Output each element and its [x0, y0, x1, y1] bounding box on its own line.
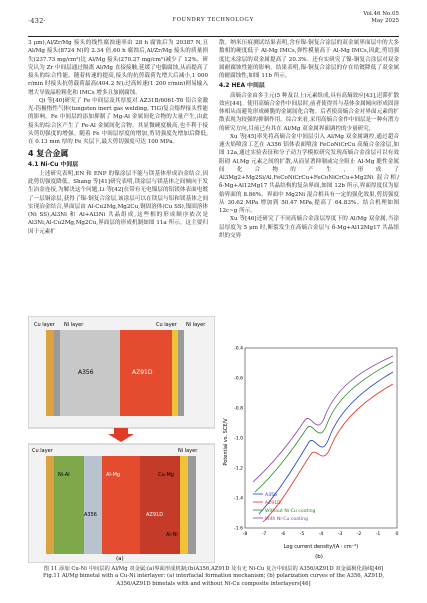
- x-tick-label: -7: [261, 532, 267, 537]
- x-tick-label: 0: [395, 532, 399, 537]
- label-al-ni: Al-Ni: [166, 532, 178, 538]
- journal-title: FOUNDRY TECHNOLOGY: [172, 17, 255, 23]
- label-a356: A356: [78, 369, 94, 376]
- caption-en-1: Fig.11 Al/Mg bimetal with a Cu-Ni interlayer: (a) interfacial formation mechanism; (b) polarization curves of the A356, AZ91D,: [42, 573, 385, 580]
- process-arrow: [108, 428, 134, 442]
- y-tick-label: -0.6: [234, 376, 243, 382]
- ni-layer-bottom: [188, 456, 196, 554]
- y-tick-label: -1.6: [234, 526, 243, 532]
- y-tick-label: -0.8: [234, 406, 243, 412]
- label-a356-b: A356: [84, 512, 97, 518]
- curve-with-ni-cu: [253, 356, 393, 482]
- section-heading: 4 复合金属: [28, 149, 69, 159]
- subfigure-label-b: (b): [315, 554, 323, 560]
- y-axis-label: Potential vs. SCE/V: [223, 418, 229, 466]
- subsection-heading: 4.1 Ni-Cu 中间层: [28, 161, 79, 168]
- label-cu-layer-right: Cu layer: [156, 322, 177, 328]
- ni-al-zone: [54, 456, 84, 554]
- label-az91d-b: AZ91D: [146, 512, 164, 518]
- legend-a356: A356: [265, 493, 277, 498]
- caption-zh: 图 11 添加 Cu-Ni 中间层的 Al/Mg 双金属:(a)界面形成机制;(b)A356,AZ91D 及有无 Ni-Cu 复合中间层的 A356/AZ91D 双金属极化曲线[46]: [43, 566, 384, 572]
- subfigure-label-a: (a): [116, 556, 124, 562]
- y-axis-ticks: [234, 346, 243, 532]
- figure-caption: [28, 566, 399, 588]
- label-al-mg: Al-Mg: [106, 472, 121, 478]
- issue-date: May 2025: [371, 18, 399, 24]
- volume-number: Vol.46 No.05: [363, 11, 399, 17]
- legend: [253, 492, 316, 522]
- x-tick-label: -3: [337, 532, 343, 537]
- x-tick-label: -2: [356, 532, 362, 537]
- cu-mg-zone: [180, 456, 188, 554]
- x-tick-label: -5: [299, 532, 305, 537]
- x-tick-label: -1: [375, 532, 381, 537]
- legend-without-coating: Without Ni-Cu coating: [265, 509, 316, 514]
- paragraph: Xu 等[45]率先将高熵合金中间层引入 Al/Mg 双金属调控,通过超音速火焰喷涂工艺在 A356 铝体表面喷涂 FeCoNiCrCu 高熵合金涂层,如图 12a,通过实验表征和分子动力学模拟研究发现高熵合金涂层可以有效阻碍 Al,Mg 元素之间的扩散,从而显著抑制或完全阻止 Al-Mg 脆性金属间化合物的产生,形成了 Al3Mg2+Mg2Si/Al,FeCoNiCrCu+FeCoNiCrCu+Mg2Ni 混合相/δ-Mg+Al12Mg17 共晶结构的复杂界面,如图 12b 所示,界面厚度仅为原始界面的 8.86%。界面中 Mg2Ni 混合相具有一定的强化效果,剪切强度从 30.62 MPa 增加到 50.47 MPa,提高了 64.83%。结合机理如图 12c~g 所示。: [219, 133, 399, 214]
- ni-layer-right: [178, 330, 184, 416]
- y-tick-label: -0.4: [234, 346, 243, 352]
- ni-layer-left: [54, 330, 60, 416]
- curve-a356: [259, 372, 393, 514]
- paragraph: Xu 等[46]还研究了不同高熵合金涂层厚度下的 Al/Mg 双金属,当涂层厚度为 5 μm 时,断裂发生在高熵合金层与 δ-Mg+Al12Mg17 共晶组织的交界: [219, 216, 399, 239]
- cu-layer-bottom: [46, 456, 54, 554]
- cu-layer-left: [46, 330, 54, 416]
- paragraph: 散。纳米压痕测试结果表明,含有镍-铜复合涂层的双金属界面层中的大多数相的硬度低于 Al-Mg IMCs,弹性模量高于 Al-Mg IMCs,因此,剪切强度比未涂层的双金属提高了 20.3%。还有实研究了镍-铜复合涂层对双金属耐腐蚀性能的影响。结果表明,镍-铜复合涂层的存在给镀降低了双金属的耐腐蚀性,如图 11b 所示。: [219, 40, 399, 79]
- y-tick-label: -1.2: [234, 466, 243, 472]
- label-cu-layer: Cu layer: [34, 322, 55, 328]
- curve-without-ni-cu: [255, 362, 393, 492]
- x-axis-ticks: [243, 531, 399, 537]
- legend-with-coating: With Ni-Cu coating: [265, 517, 308, 522]
- figure-11a-diagram: [28, 316, 215, 563]
- page-header: [28, 11, 399, 33]
- x-tick-label: -8: [242, 532, 248, 537]
- cu-layer-right: [172, 330, 178, 416]
- figure-11b: [219, 342, 403, 560]
- legend-az91d: AZ91D: [265, 501, 281, 506]
- header-rule: [28, 36, 399, 37]
- x-tick-label: -6: [280, 532, 286, 537]
- paragraph: Qi 等[40]研究了 Fe 中间层及其厚度对 AZ31B/6061-T6 铝合金激光-钨极惰性气体(tungsten inert gas welding, TIG)复合熔焊接头性能的影响。Fe 中间层的添加抑制了 Mg-Al 金属间化合物的大量产生,由此接头的综合区产生了 Fe-Al 金属间化合物。其显微硬度极高,也不利于接头剪切强度的增强。随着 Fe 中间层厚度的增加,剪切强度先增加后降低,在 0.13 mm 厚的 Fe 夹层下,最大剪切强度可达 100 MPa。: [28, 97, 208, 145]
- paragraph: 上述研究表明,EN 和 ENP 的镍涂层不能与镁基体形成冶金结合,因此剪切强度降低。Shang 等[41]研究表明,镁涂层与镁基体之间倾向于发生冶金连接,为解决这个问题,Li 等[42]在带有无电镍层的铝镁体表面电镀了一层铜涂层,获得了镍-铜复合涂层,该涂层可以在镁层与铝和镁基体之间实现冶金结合,界面层由 Al-Cu2Mg,Mg2Cu,铜固溶体(Cu SS),镍固溶体(Ni SS),Al3Ni 和 Al+Al3Ni 共晶组成,这些相的形成顺序依次是 Al3Ni,Al-Cu2Mg,Mg2Cu,界面层的形成机制如图 11a 所示。这主要归因于元素扩: [28, 170, 208, 235]
- paragraph: 3 μm),Al/Zr/Mg 接头的线性腐蚀速率由 28 h 腐蚀后为 20387 N,且 Al/Mg 接头(8724 N)的 2.34 倍,60 h 腐蚀后,Al/Zr/Mg 接头的质量损失(237.73 mg/cm²)比 Al/Mg 接头(270.27 mg/cm²)减少了 12%。研究认为 Zr 中间层通过隔离 Al/Mg 直接接触,延缓了电偶腐蚀,从而提高了接头的综合性能。随着转速的提高,接头的抗剪载荷先增大后减小,1 000 r/min 时接头抗剪载荷最高(404.2 N);过高转速(1 200 r/min)则易输入增大导致晶粒粗化和 IMCs 增多且加剧腐蚀。: [28, 40, 208, 96]
- page-number: ·432·: [28, 17, 47, 25]
- label-ni-layer-right: Ni layer: [186, 322, 206, 328]
- y-tick-label: -1.4: [234, 496, 243, 502]
- x-axis-label: Log current density/(A · cm⁻²): [283, 544, 359, 550]
- polarization-chart: [219, 342, 403, 560]
- a356-bottom: [84, 456, 102, 554]
- figure-11a: [28, 316, 215, 563]
- label-ni-layer: Ni layer: [64, 322, 84, 328]
- issue-info: [363, 11, 399, 25]
- paragraph: 高熵合金由多主元(5 种及以上)元素组成,具有高熵效应[43],迟滞扩散效应[44]。使用高熵合金作中间层时,前者使得其与基体金属倾向形成固溶体相从而避免形成硬脆的金属间化合物。后者使高熵合金对界面元素的扩散表现为较强的抑制作用。综合来看,采用高熵合金作中间层是一种有潜力的研究方向,目前已有其在 Al/Mg 双金属界面调控的少量研究。: [219, 92, 399, 132]
- x-tick-label: -4: [318, 532, 324, 537]
- subsection-heading: 4.2 HEA 中间层: [219, 83, 265, 90]
- label-cu-layer-b: Cu layer: [32, 448, 53, 454]
- az91d-bottom: [140, 456, 180, 554]
- label-az91d: AZ91D: [132, 369, 153, 376]
- al-mg-zone: [102, 456, 140, 554]
- left-column: [28, 39, 208, 236]
- curve-az91d: [263, 384, 393, 522]
- right-column: [219, 39, 399, 240]
- y-tick-label: -1.0: [234, 436, 243, 442]
- label-cu-mg: Cu-Mg: [158, 472, 174, 478]
- label-ni-layer-b: Ni layer: [178, 448, 198, 454]
- label-ni-al: Ni-Al: [58, 472, 70, 478]
- caption-en-2: A356/AZ91D bimetals with and without Ni-Cu composite interlayers[46]: [116, 580, 311, 587]
